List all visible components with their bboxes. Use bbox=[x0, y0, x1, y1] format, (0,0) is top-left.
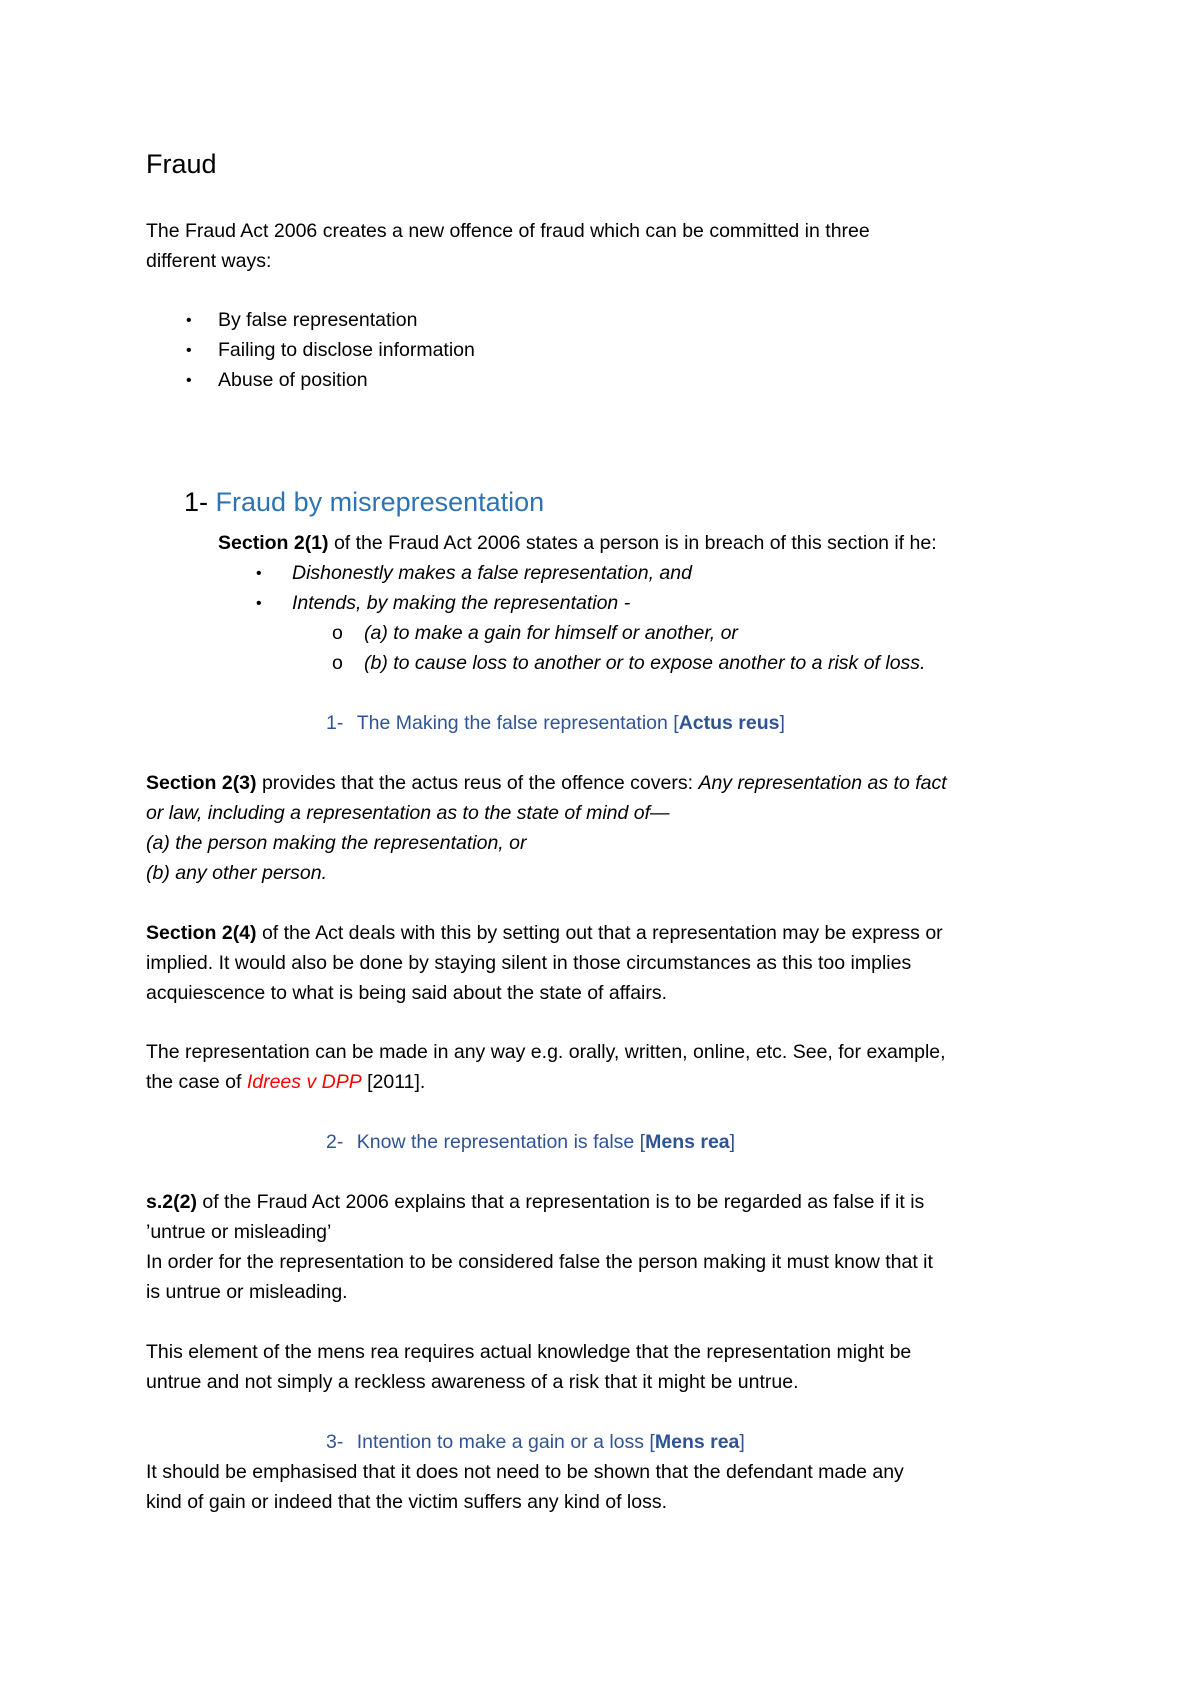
subheading-emphasis: Mens rea bbox=[645, 1131, 730, 1153]
sub-condition-item: (b) to cause loss to another or to expose another to a risk of loss. bbox=[364, 652, 926, 674]
section-text: of the Fraud Act 2006 states a person is in breach of this section if he: bbox=[328, 532, 937, 554]
subheading-mens-rea-intention bbox=[326, 1427, 745, 1457]
page-title: Fraud bbox=[146, 149, 217, 179]
section-text: provides that the actus reus of the offence covers: bbox=[256, 772, 699, 794]
subheading-text: The Making the false representation [ bbox=[356, 712, 679, 734]
subheading-emphasis: Actus reus bbox=[678, 712, 780, 734]
section-2-3-line-1 bbox=[146, 768, 947, 798]
subheading-number: 1- bbox=[326, 712, 344, 734]
representation-line-2 bbox=[146, 1067, 425, 1097]
intro-line-1: The Fraud Act 2006 creates a new offence of fraud which can be committed in three bbox=[146, 220, 870, 242]
section-ref: Section 2(1) bbox=[218, 532, 329, 554]
section-2-4-line-1 bbox=[146, 918, 943, 948]
bullet-icon: • bbox=[256, 565, 262, 582]
sub-bullet-icon: o bbox=[332, 652, 343, 674]
subheading-emphasis: Mens rea bbox=[654, 1431, 740, 1453]
gain-line-1: It should be emphasised that it does not need to be shown that the defendant made any bbox=[146, 1461, 904, 1483]
representation-text: the case of bbox=[146, 1071, 247, 1093]
knowledge-line-2: untrue and not simply a reckless awareness of a risk that it might be untrue. bbox=[146, 1371, 799, 1393]
section-heading-text: Fraud by misrepresentation bbox=[215, 487, 545, 517]
condition-item: Dishonestly makes a false representation, and bbox=[292, 562, 692, 584]
section-text: of the Fraud Act 2006 explains that a representation is to be regarded as false if it is bbox=[196, 1191, 925, 1213]
subheading-text: Intention to make a gain or a loss [ bbox=[356, 1431, 655, 1453]
section-2-4-line-2: implied. It would also be done by staying silent in those circumstances as this too implies bbox=[146, 952, 912, 974]
statute-quote: Any representation as to fact bbox=[698, 772, 947, 794]
condition-item: Intends, by making the representation - bbox=[292, 592, 631, 614]
subheading-close: ] bbox=[729, 1131, 736, 1153]
bullet-icon: • bbox=[186, 312, 192, 329]
section-heading bbox=[184, 487, 544, 518]
section-ref: Section 2(4) bbox=[146, 922, 257, 944]
bullet-icon: • bbox=[186, 372, 192, 389]
subheading-mens-rea-knowledge bbox=[326, 1127, 735, 1157]
section-2-2-line-3: In order for the representation to be considered false the person making it must know that it bbox=[146, 1251, 933, 1273]
sub-condition-item: (a) to make a gain for himself or another, or bbox=[364, 622, 738, 644]
case-citation: Idrees v DPP bbox=[246, 1071, 362, 1093]
list-item: Failing to disclose information bbox=[218, 339, 475, 361]
section-2-2-line-2: ’untrue or misleading’ bbox=[146, 1221, 332, 1243]
subheading-close: ] bbox=[779, 712, 785, 734]
section-2-2-line-4: is untrue or misleading. bbox=[146, 1281, 348, 1303]
bullet-icon: • bbox=[256, 595, 262, 612]
representation-line-1: The representation can be made in any way e.g. orally, written, online, etc. See, for example, bbox=[146, 1041, 946, 1063]
intro-line-2: different ways: bbox=[146, 250, 272, 272]
sub-bullet-icon: o bbox=[332, 622, 343, 644]
list-item: By false representation bbox=[218, 309, 418, 331]
subheading-number: 3- bbox=[326, 1431, 344, 1453]
subheading-text: Know the representation is false [ bbox=[356, 1131, 646, 1153]
section-ref: s.2(2) bbox=[146, 1191, 197, 1213]
subheading-number: 2- bbox=[326, 1131, 344, 1153]
case-year: [2011]. bbox=[361, 1071, 426, 1093]
bullet-icon: • bbox=[186, 342, 192, 359]
section-text: of the Act deals with this by setting out that a representation may be express or bbox=[256, 922, 943, 944]
list-item: Abuse of position bbox=[218, 369, 368, 391]
section-ref: Section 2(3) bbox=[146, 772, 257, 794]
subheading-close: ] bbox=[739, 1431, 745, 1453]
section-2-2-line-1 bbox=[146, 1187, 924, 1217]
gain-line-2: kind of gain or indeed that the victim suffers any kind of loss. bbox=[146, 1491, 668, 1513]
section-2-1-line bbox=[218, 528, 937, 558]
statute-quote-line: (a) the person making the representation, or bbox=[146, 832, 527, 854]
section-2-4-line-3: acquiescence to what is being said about the state of affairs. bbox=[146, 982, 668, 1004]
section-number: 1- bbox=[184, 487, 209, 517]
statute-quote-line: or law, including a representation as to the state of mind of— bbox=[146, 802, 670, 824]
subheading-actus-reus bbox=[326, 708, 785, 738]
knowledge-line-1: This element of the mens rea requires actual knowledge that the representation might be bbox=[146, 1341, 912, 1363]
statute-quote-line: (b) any other person. bbox=[146, 862, 328, 884]
